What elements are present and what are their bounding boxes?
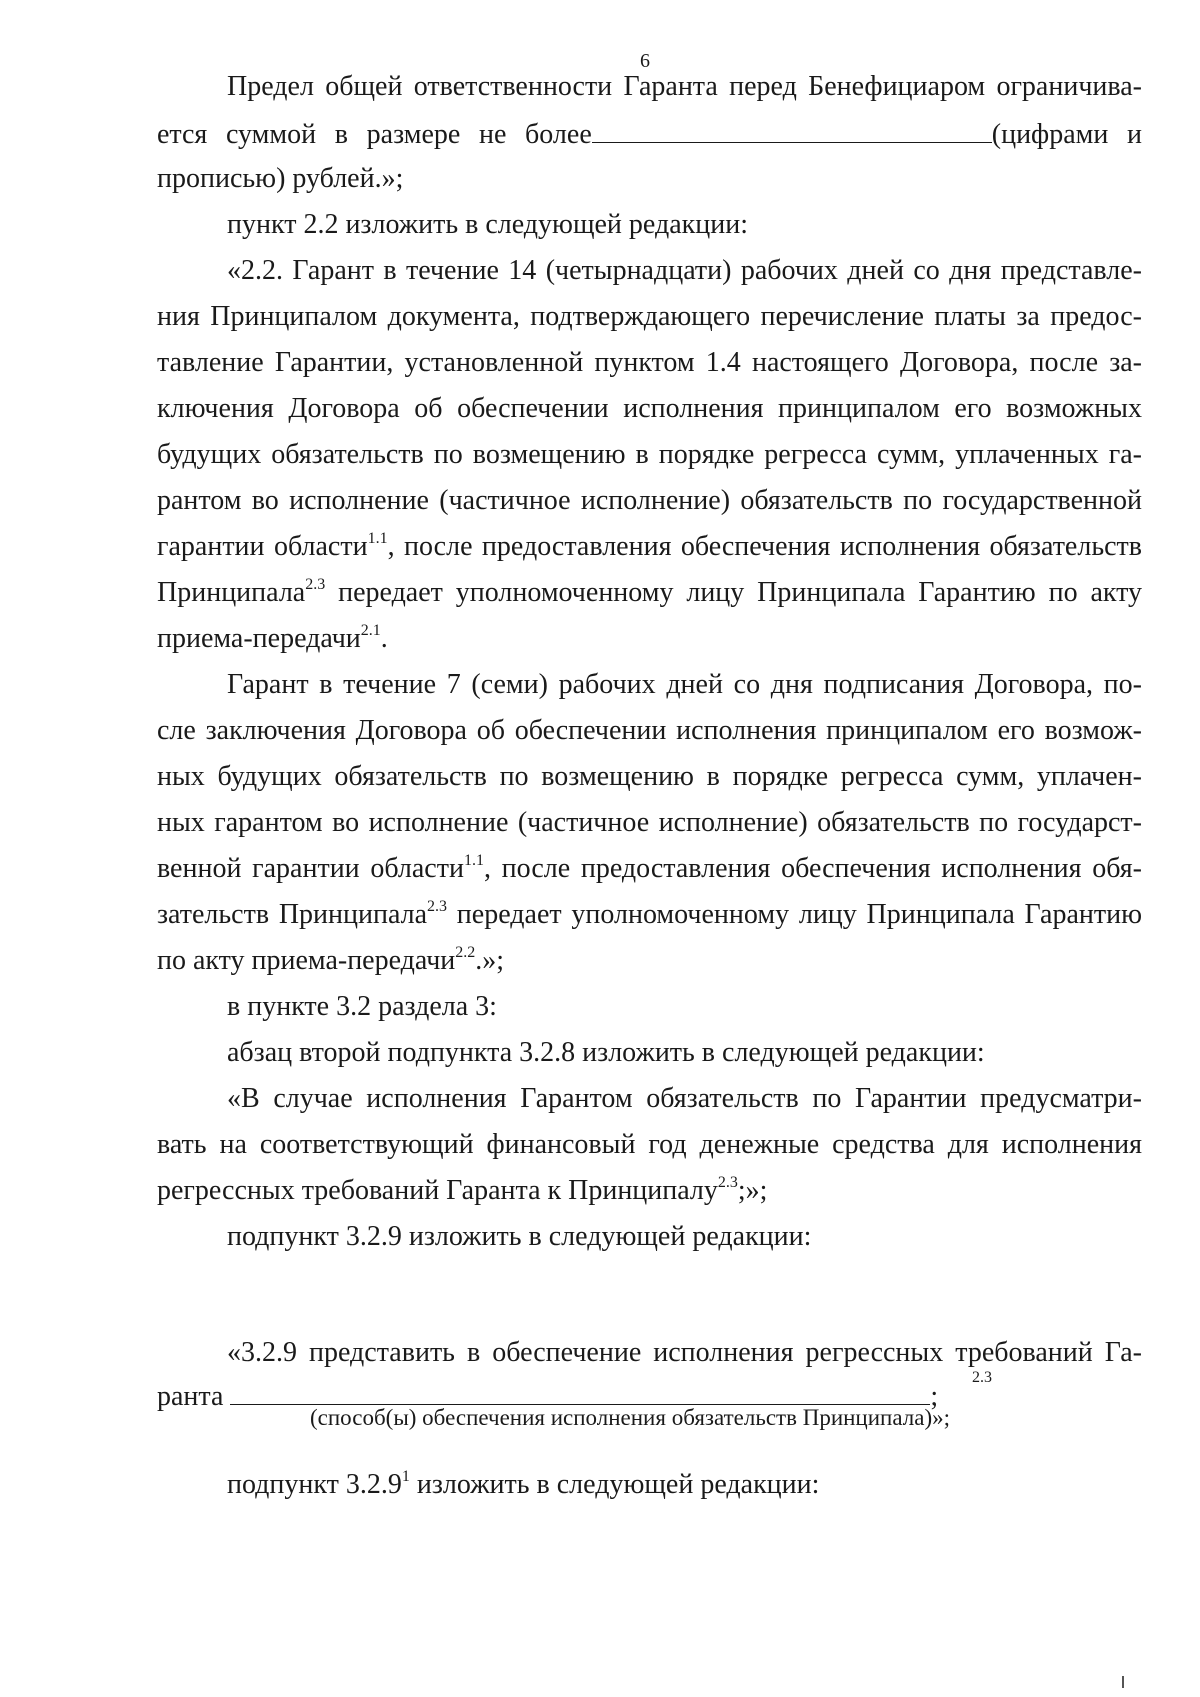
footnote-ref: 2.1 xyxy=(360,622,381,639)
text-span: будущих обязательств по возмещению в порядке регресса сумм, уплаченных га- xyxy=(157,439,1142,470)
text-line xyxy=(227,1036,985,1070)
amount-blank-line xyxy=(592,116,992,143)
text-span: ется суммой в размере не более xyxy=(157,119,592,150)
footnote-ref: 1.1 xyxy=(367,530,388,547)
text-span: «В случае исполнения Гарантом обязательств по Гарантии предусматри- xyxy=(227,1083,1142,1114)
text-line xyxy=(227,70,1142,104)
footnote-ref: 2.3 xyxy=(972,1369,992,1386)
text-span: ных гарантом во исполнение (частичное исполнение) обязательств по государст- xyxy=(157,807,1142,838)
text-line xyxy=(227,1468,819,1502)
text-span: ных будущих обязательств по возмещению в порядке регресса сумм, уплачен- xyxy=(157,761,1142,792)
text-span: зательств Принципала xyxy=(157,899,428,930)
text-span: ключения Договора об обеспечении исполнения принципалом его возможных xyxy=(157,393,1142,424)
text-line xyxy=(157,300,1142,334)
text-span: сле заключения Договора об обеспечении исполнения принципалом его возмож- xyxy=(157,715,1142,746)
text-span: пункт 2.2 изложить в следующей редакции: xyxy=(227,209,748,240)
text-span: Гарант в течение 7 (семи) рабочих дней со дня подписания Договора, по- xyxy=(227,669,1142,700)
text-line xyxy=(157,806,1142,840)
text-span: рантом во исполнение (частичное исполнение) обязательств по государственной xyxy=(157,485,1142,516)
scan-artifact-mark xyxy=(1122,1676,1124,1688)
text-line xyxy=(157,944,504,978)
security-method-blank-line xyxy=(230,1378,930,1405)
text-span: по акту приема-передачи xyxy=(157,945,456,976)
footnote-ref: 1.1 xyxy=(463,852,484,869)
text-line xyxy=(157,760,1142,794)
text-span: регрессных требований Гаранта к Принципалу xyxy=(157,1175,718,1206)
text-span: Принципала xyxy=(157,577,306,608)
text-span: передает уполномоченному лицу Принципала Гарантию по акту xyxy=(325,577,1142,608)
text-line xyxy=(157,484,1142,518)
text-line xyxy=(157,1128,1142,1162)
text-line xyxy=(227,1220,811,1254)
text-span: , после предоставления обеспечения исполнения обязательств xyxy=(387,531,1142,562)
text-span: в пункте 3.2 раздела 3: xyxy=(227,991,497,1022)
text-span: передает уполномоченному лицу Принципала Гарантию xyxy=(447,899,1142,930)
text-line xyxy=(227,1082,1142,1116)
text-span: (цифрами и xyxy=(991,119,1142,150)
text-span: ния Принципалом документа, подтверждающего перечисление платы за предос- xyxy=(157,301,1142,332)
text-line xyxy=(157,392,1142,426)
text-span: приема-передачи xyxy=(157,623,361,654)
text-line xyxy=(157,162,403,196)
page-number: 6 xyxy=(640,50,650,72)
text-line xyxy=(227,254,1142,288)
text-line xyxy=(227,668,1142,702)
footnote-ref: 1 xyxy=(401,1468,410,1485)
text-line xyxy=(157,898,1142,932)
text-span: «3.2.9 представить в обеспечение исполнения регрессных требований Га- xyxy=(227,1337,1142,1368)
text-span: подпункт 3.2.9 xyxy=(227,1469,402,1500)
text-span: изложить в следующей редакции: xyxy=(409,1469,820,1500)
text-span: гарантии области xyxy=(157,531,368,562)
text-span: ; xyxy=(930,1381,939,1412)
text-span: абзац второй подпункта 3.2.8 изложить в следующей редакции: xyxy=(227,1037,985,1068)
text-line xyxy=(227,990,497,1024)
text-line-with-amount-blank xyxy=(157,116,1142,152)
text-line xyxy=(227,1336,1142,1370)
text-line xyxy=(157,530,1142,564)
footnote-ref: 2.3 xyxy=(717,1174,738,1191)
footnote-ref: 2.2 xyxy=(455,944,476,961)
text-span: подпункт 3.2.9 изложить в следующей редакции: xyxy=(227,1221,812,1252)
blank-field-caption: (способ(ы) обеспечения исполнения обязательств Принципала)»; xyxy=(310,1405,951,1430)
text-span: тавление Гарантии, установленной пунктом 1.4 настоящего Договора, после за- xyxy=(157,347,1142,378)
text-line xyxy=(157,622,388,656)
footnote-ref: 2.3 xyxy=(305,576,326,593)
text-line xyxy=(157,346,1142,380)
text-span: венной гарантии области xyxy=(157,853,464,884)
text-line xyxy=(157,438,1142,472)
text-line xyxy=(227,208,748,242)
text-span: .»; xyxy=(475,945,505,976)
text-span: ранта xyxy=(157,1381,224,1412)
text-line xyxy=(157,852,1142,886)
text-line xyxy=(157,1174,767,1208)
footnote-ref: 2.3 xyxy=(427,898,448,915)
text-span: ;»; xyxy=(737,1175,768,1206)
text-span: . xyxy=(380,623,388,654)
text-span: Предел общей ответственности Гаранта перед Бенефициаром ограничива- xyxy=(227,71,1142,102)
text-span: «2.2. Гарант в течение 14 (четырнадцати) рабочих дней со дня представле- xyxy=(227,255,1142,286)
text-span: , после предоставления обеспечения исполнения обя- xyxy=(483,853,1142,884)
text-span: вать на соответствующий финансовый год денежные средства для исполнения xyxy=(157,1129,1142,1160)
text-line xyxy=(157,714,1142,748)
text-span: прописью) рублей.»; xyxy=(157,163,404,194)
text-line xyxy=(157,576,1142,610)
